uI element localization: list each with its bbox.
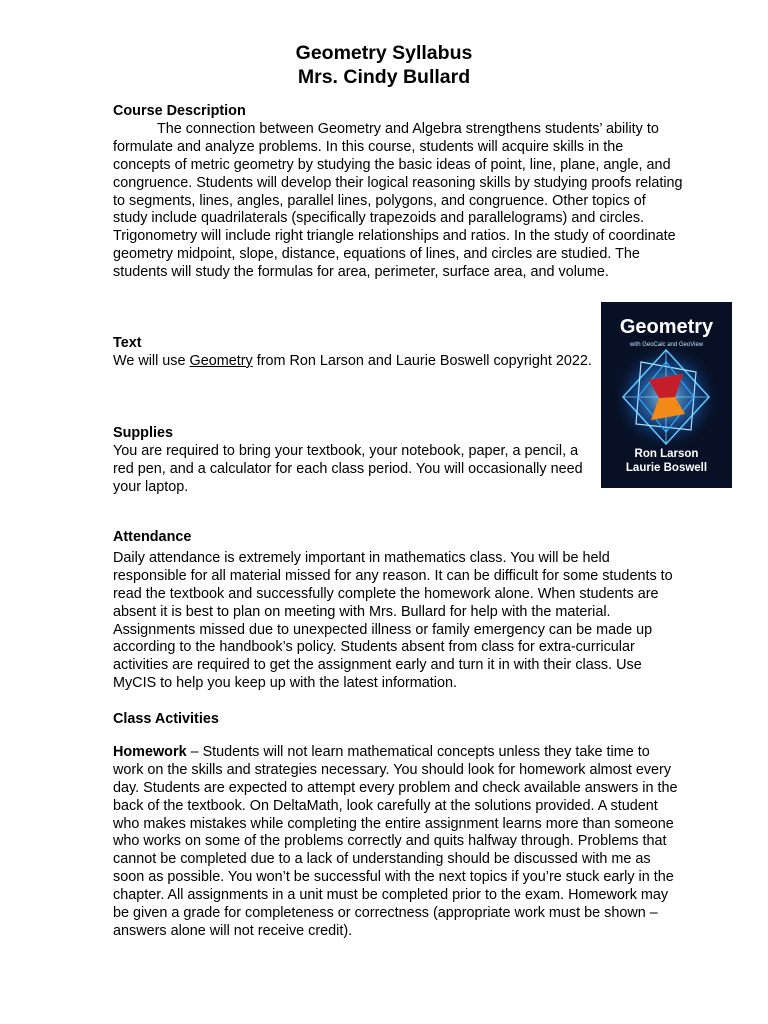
page-title: Geometry Syllabus	[295, 42, 473, 64]
course-description-text: The connection between Geometry and Algebra strengthens students’ ability to formulate and analyze problems. In this course, students will acquire skills in the concepts of metric geometry by studying the basic ideas of point, line, plane, angle, and congruence. Students will develop their logical reasoning skills by studying proofs relating to segments, lines, angles, parallel lines, polygons, and congruence. Other topics of study include quadrilaterals (specifically trapezoids and parallelograms) and circles. Trigonometry will include right triangle relationships and ratios. In the study of coordinate geometry midpoint, slope, distance, equations of lines, and circles are studied. The students will study the formulas for area, perimeter, surface area, and volume.	[113, 120, 683, 281]
supplies-heading: Supplies	[113, 425, 173, 441]
text-section	[113, 335, 593, 371]
supplies-section	[113, 425, 593, 497]
class-activities-heading: Class Activities	[113, 711, 219, 727]
class-activities-section	[113, 711, 683, 941]
text-heading: Text	[113, 335, 142, 351]
course-description-section	[113, 103, 683, 282]
cover-subtitle: with GeoCalc and GeoView	[629, 342, 704, 348]
supplies-text: You are required to bring your textbook, your notebook, paper, a pencil, a red pen, and a calculator for each class period. You will occasionally need your laptop.	[113, 442, 583, 495]
cover-author-1: Ron Larson	[634, 448, 699, 460]
teacher-name: Mrs. Cindy Bullard	[297, 66, 471, 88]
text-body-before: We will use	[113, 352, 190, 369]
homework-text	[113, 744, 683, 941]
textbook-title-link: Geometry	[189, 352, 253, 369]
attendance-heading: Attendance	[113, 529, 192, 545]
homework-body: – Students will not learn mathematical concepts unless they take time to work on the skills and strategies necessary. You should look for homework almost every day. Students are expected to attempt every problem and check available answers in the back of the textbook. On DeltaMath, look carefully at the solutions provided. A student who makes mistakes while completing the entire assignment learns more than someone who works on some of the problems correctly and quits halfway through. Problems that cannot be completed due to a lack of understanding should be discussed with me as soon as possible. You won’t be successful with the next topics if you’re stuck early in the chapter. All assignments in a unit must be completed prior to the exam. Homework may be given a grade for completeness or correctness (appropriate work must be shown – answers alone will not receive credit).	[113, 743, 678, 939]
course-description-heading: Course Description	[113, 103, 246, 119]
attendance-section	[113, 529, 683, 693]
text-body-after: from Ron Larson and Laurie Boswell copyright 2022.	[252, 352, 592, 369]
textbook-cover-image	[601, 302, 732, 488]
text-body	[113, 353, 593, 371]
homework-label: Homework	[113, 743, 187, 760]
cover-title: Geometry	[619, 316, 714, 338]
cover-author-2: Laurie Boswell	[625, 462, 708, 474]
attendance-text: Daily attendance is extremely important in mathematics class. You will be held responsible for all material missed for any reason. It can be difficult for some students to read the textbook and successfully complete the homework alone. When students are absent it is best to plan on meeting with Mrs. Bullard for help with the material. Assignments missed due to unexpected illness or family emergency can be made up according to the handbook’s policy. Students absent from class for extra-curricular activities are required to get the assignment early and turn it in with their class. Use MyCIS to help you keep up with the latest information.	[113, 549, 673, 692]
